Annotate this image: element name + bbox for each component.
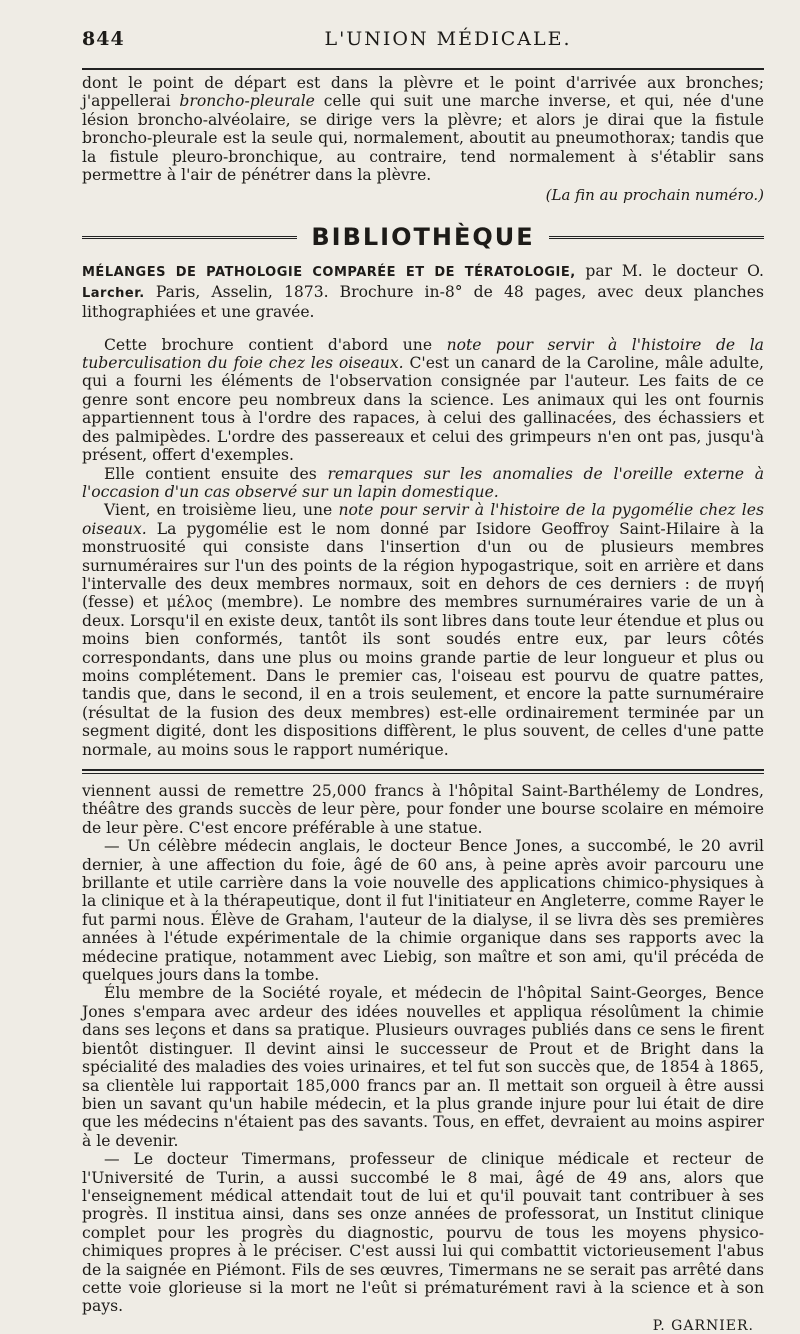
review-paragraph-2: Elle contient ensuite des remarques sur les anomalies de l'oreille externe à l'occasion d'un cas observé sur un lapin domestique. xyxy=(82,464,764,501)
book-entry: MÉLANGES DE PATHOLOGIE COMPARÉE ET DE TÉRATOLOGIE, par M. le docteur O. Larcher. Paris, Asselin, 1873. Brochure in-8° de 48 pages, avec deux planches lithographiées et une gravée. xyxy=(82,262,764,322)
news-paragraph-1: viennent aussi de remettre 25,000 francs à l'hôpital Saint-Barthélemy de Londres, théâtre des grands succès de leur père, pour fonder une bourse scolaire en mémoire de leur père. C'est encore préférable à une statue. xyxy=(82,782,764,837)
to-be-continued: (La fin au prochain numéro.) xyxy=(545,186,764,205)
news-paragraph-2: — Un célèbre médecin anglais, le docteur Bence Jones, a succombé, le 20 avril dernier, à une affection du foie, âgé de 60 ans, à peine après avoir parcouru une brillante et utile carrière dans la voie nouvelle des applications chimico-physiques à la clinique et à la thérapeutique, dont il fut l'initiateur en Angleterre, comme Rayer le fut parmi nous. Élève de Graham, l'auteur de la dialyse, il se livra dès ses premières années à l'étude expérimentale de la chimie organique dans ses rapports avec la médecine pratique, notamment avec Liebig, son maître et son ami, qu'il précéda de quelques jours dans la tombe. xyxy=(82,837,764,985)
review-paragraph-1: Cette brochure contient d'abord une note pour servir à l'histoire de la tuberculisation du foie chez les oiseaux. C'est un canard de la Caroline, mâle adulte, qui a fourni les éléments de l'observation consignée par l'auteur. Les faits de ce genre sont encore peu nombreux dans la science. Les animaux qui les ont fournis appartiennent tous à l'ordre des rapaces, à celui des gallinacées, des échassiers et des palmipèdes. L'ordre des passereaux et celui des grimpeurs n'en ont pas, jusqu'à présent, offert d'exemples. xyxy=(82,335,765,465)
continued-paragraph: dont le point de départ est dans la plèvre et le point d'arrivée aux bronches; j'appellerai broncho-pleurale celle qui suit une marche inverse, et qui, née d'une lésion broncho-alvéolaire, se dirige vers la plèvre; et alors je dirai que la fistule broncho-pleurale est la seule qui, normalement, aboutit au pneumothorax; tandis que la fistule pleuro-bronchique, au contraire, tend normalement à s'établir sans permettre à l'air de pénétrer dans la plèvre. xyxy=(82,74,764,185)
news-paragraph-3: Élu membre de la Société royale, et médecin de l'hôpital Saint-Georges, Bence Jones s'empara avec ardeur des idées nouvelles et appliqua résolûment la chimie dans ses leçons et dans sa pratique. Plusieurs ouvrages publiés dans ce sens le firent bientôt distinguer. Il devint ainsi le successeur de Prout et de Bright dans la spécialité des maladies des voies urinaires, et tel fut son succès que, de 1854 à 1865, sa clientèle lui rapportait 185,000 francs par an. Il mettait son orgueil à être aussi bien un savant qu'un habile médecin, et la plus grande injure pour lui était de dire que les médecins n'étaient pas des savants. Tous, en effet, devraient au moins aspirer à le devenir. xyxy=(82,984,764,1150)
page-number: 844 xyxy=(82,28,125,50)
book-title: MÉLANGES DE PATHOLOGIE COMPARÉE ET DE TÉRATOLOGIE, xyxy=(82,265,576,281)
author-signature: P. GARNIER. xyxy=(652,1317,754,1334)
running-header xyxy=(82,28,764,66)
section-heading-row xyxy=(82,222,764,252)
book-publication: Paris, Asselin, 1873. Brochure in-8° de 48 pages, avec deux planches lithographiées et une gravée. xyxy=(82,282,764,322)
section-title: BIBLIOTHÈQUE xyxy=(311,223,535,252)
journal-title: L'UNION MÉDICALE. xyxy=(324,28,572,50)
news-paragraph-4: — Le docteur Timermans, professeur de clinique médicale et recteur de l'Université de Turin, a aussi succombé le 8 mai, âgé de 49 ans, alors que l'enseignement médical attendait tout de lui et qu'il pouvait tant contribuer à ses progrès. Il institua ainsi, dans ses onze années de professorat, un Institut clinique complet pour les progrès du diagnostic, pourvu de tous les moyens physico-chimiques propres à le préciser. C'est aussi lui qui combattit victorieusement l'abus de la saignée en Piémont. Fils de ses œuvres, Timermans ne se serait pas arrêté dans cette voie glorieuse si la mort ne l'eût si prématurément ravi à la science et à son pays. xyxy=(82,1150,764,1316)
section-separator xyxy=(82,769,764,774)
rule-left xyxy=(82,236,297,239)
rule-right xyxy=(549,236,764,239)
book-author: Larcher. xyxy=(82,285,145,301)
header-rule xyxy=(82,68,764,70)
review-paragraph-3: Vient, en troisième lieu, une note pour servir à l'histoire de la pygomélie chez les oiseaux. La pygomélie est le nom donné par Isidore Geoffroy Saint-Hilaire à la monstruosité qui consiste dans l'insertion d'un ou de plusieurs membres surnuméraires sur l'un des points de la région hypogastrique, soit en arrière et dans l'intervalle des deux membres normaux, soit en dehors de ces derniers : de πυγή (fesse) et μέλος (membre). Le nombre des membres surnuméraires varie de un à deux. Lorsqu'il en existe deux, tantôt ils sont libres dans toute leur étendue et plus ou moins bien conformés, tantôt ils sont soudés entre eux, par leurs côtés correspondants, dans une plus ou moins grande partie de leur longueur et plus ou moins complétement. Dans le premier cas, l'oiseau est pourvu de quatre pattes, tandis que, dans le second, il en a trois seulement, et encore la patte surnuméraire (résultat de la fusion des deux membres) est-elle ordinairement terminée par un segment digité, dont les dispositions diffèrent, le plus souvent, de celles d'une patte normale, au moins sous le rapport numérique. xyxy=(82,501,764,759)
